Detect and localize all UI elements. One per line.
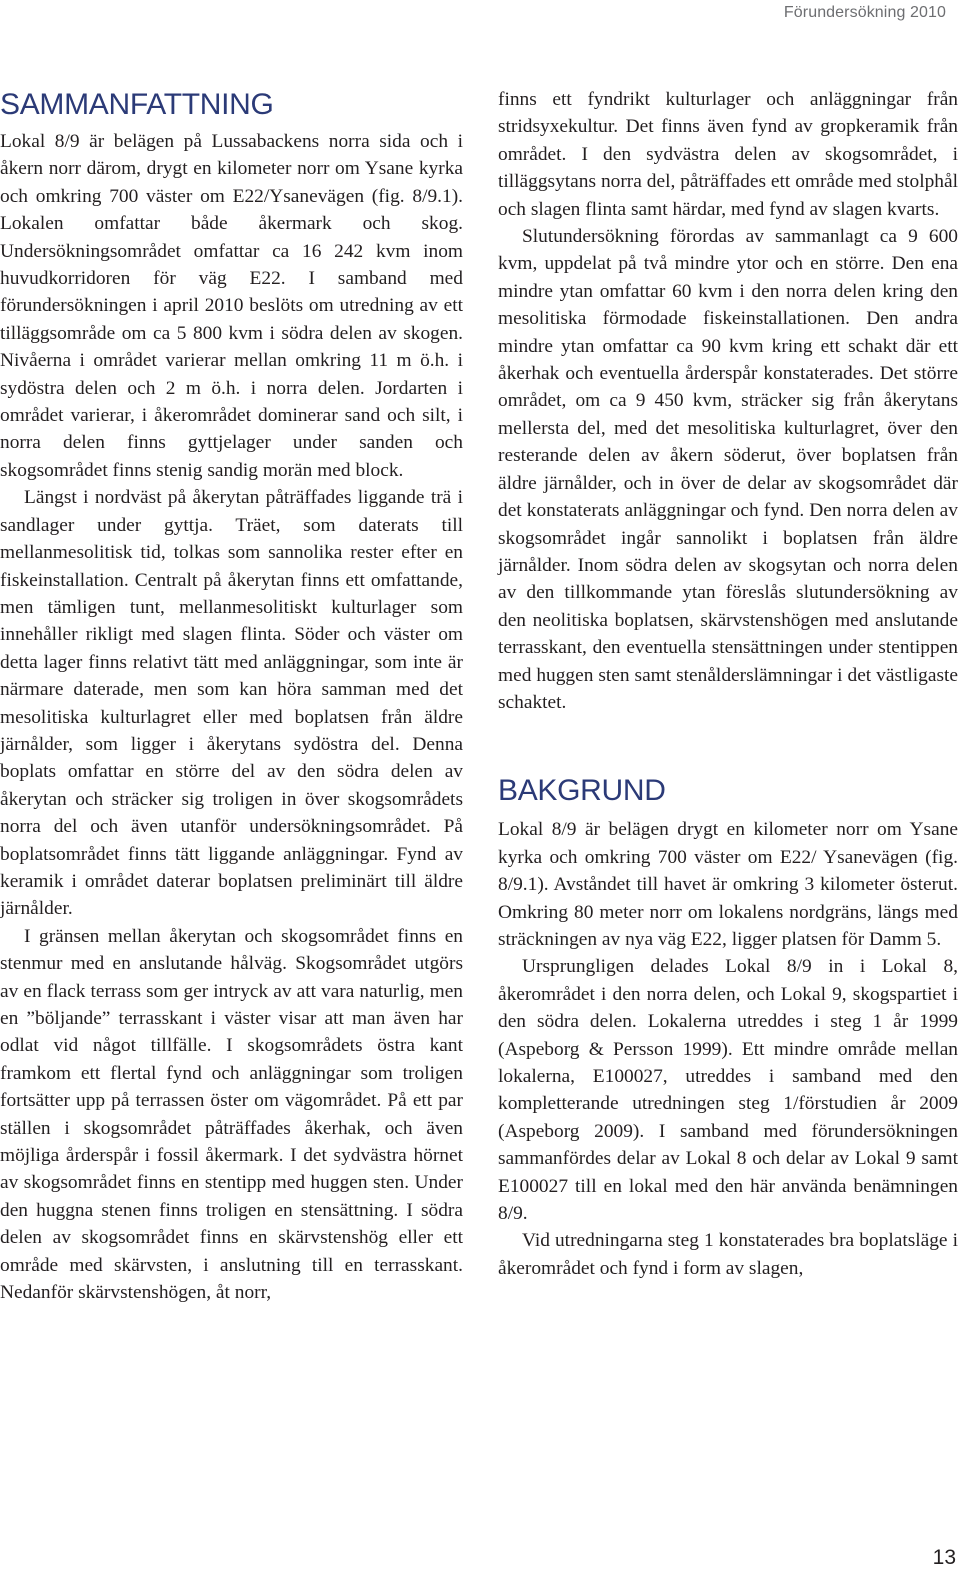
paragraph: Lokal 8/9 är belägen drygt en kilometer norr om Ysane kyrka och omkring 700 väster om E22/ Ysanevägen (fig. 8/9.1). Avståndet till havet är omkring 3 kilometer österut. Omkring 80 meter norr om lokalens nordgräns, längs med sträckningen av nya väg E22, ligger platsen för Damm 5. xyxy=(498,819,958,950)
running-header: Förundersökning 2010 xyxy=(783,4,946,21)
paragraph: Lokal 8/9 är belägen på Lussabackens norra sida och i åkern norr därom, drygt en kilometer norr om Ysane kyrka och omkring 700 väster om E22/Ysanevägen (fig. 8/9.1). Lokalen omfattar både åkermark och skog. Undersökningsområdet omfattar ca 16 242 kvm inom huvudkorridoren för väg E22. I samband med förundersökningen i april 2010 beslöts om utredning av ett tilläggsområde om ca 5 800 kvm i södra delen av skogen. Nivåerna i området varierar mellan omkring 11 m ö.h. i sydöstra delen och 2 m ö.h. i norra delen. Jordarten i området varierar, i åkerområdet dominerar sand och silt, i norra delen finns gyttjelager under sanden och skogsområdet finns stenig sandig morän med block. xyxy=(0,131,463,481)
paragraph: Vid utredningarna steg 1 konstaterades bra boplatsläge i åkerområdet och fynd i form av slagen, xyxy=(498,1230,958,1279)
left-column xyxy=(0,84,463,1306)
right-column xyxy=(498,86,958,1282)
paragraph: Ursprungligen delades Lokal 8/9 in i Lokal 8, åkerområdet i den norra delen, och Lokal 9, skogspartiet i den södra delen. Lokalerna utreddes i steg 1 år 1999 (Aspeborg & Persson 1999). Ett mindre område mellan lokalerna, E100027, utreddes i samband med den kompletterande utredningen steg 1/förstudien år 2009 (Aspeborg 2009). I samband med förundersökningen sammanfördes delar av Lokal 8 och delar av Lokal 9 samt E100027 till en lokal med den här använda benämningen 8/9. xyxy=(498,956,958,1225)
paragraph: Slutundersökning förordas av sammanlagt ca 9 600 kvm, uppdelat på två mindre ytor och en större. Den ena mindre ytan omfattar 60 kvm i den norra delen kring den mesolitiska förmodade fiskeinstallationen. Den andra mindre ytan omfattar ca 90 kvm kring ett schakt där ett åkerhak och eventuella årderspår konstaterades. Det större området, om ca 9 450 kvm, sträcker sig från åkerytans mellersta del, med det mesolitiska kulturlagret, över den resterande delen av åkern söderut, över boplatsen från äldre järnålder, och in över de delar av skogsområdet där det konstaterats anläggningar och fynd. Den norra delen av skogsområdet ingår sannolikt i boplatsen från äldre järnålder. Inom södra delen av skogsytan och norra delen av den tillkommande ytan föreslås slutundersökning av den neolitiska boplatsen, skärvstenshögen med anslutande terrasskant, den eventuella stensättningen under stentippen med huggen sten samt stenålderslämningar i det västligaste schaktet. xyxy=(498,226,958,713)
paragraph: I gränsen mellan åkerytan och skogsområdet finns en stenmur med en anslutande hålväg. Skogsområdet utgörs av en flack terrass som ger intryck av att vara naturlig, men en ”böljande” terrasskant i väster visar att man även har odlat vid något tillfälle. I skogsområdets östra kant framkom ett flertal fynd och anläggningar som troligen fortsätter upp på terrassen öster om vägområdet. På ett par ställen i skogsområdet påträffades åkerhak, och även möjliga årderspår i fossil åkermark. I det sydvästra hörnet av skogsområdet finns en stentipp med huggen sten. Under den huggna stenen finns troligen en stensättning. I södra delen av skogsområdet finns en skärvstenshög eller ett område med skärvsten, i anslutning till en terrasskant. Nedanför skärvstenshögen, åt norr, xyxy=(0,925,463,1304)
heading-sammanfattning: SAMMANFATTNING xyxy=(0,88,274,121)
heading-bakgrund: BAKGRUND xyxy=(498,774,666,808)
paragraph: Längst i nordväst på åkerytan påträffades liggande trä i sandlager under gyttja. Träet, som daterats till mellanmesolitisk tid, tolkas som sannolika rester efter en fiskeinstallation. Centralt på åkerytan finns ett omfattande, men tämligen tunt, mellanmesolitiskt kulturlager som innehåller rikligt med slagen flinta. Söder och väster om detta lager finns relativt tätt med anläggningar, som inte är närmare daterade, men som kan höra samman med det mesolitiska kulturlagret eller med boplatsen från äldre järnålder, som ligger i åkerytans sydöstra del. Denna boplats omfattar en större del av den södra delen av åkerytan och sträcker sig troligen in över skogsområdets norra del och även utanför undersökningsområdet. På boplatsområdet finns tätt liggande anläggningar. Fynd av keramik i området daterar boplatsen preliminärt till äldre järnålder. xyxy=(0,487,463,920)
page-number: 13 xyxy=(932,1546,956,1569)
paragraph: finns ett fyndrikt kulturlager och anläggningar från stridsyxekultur. Det finns även fynd av gropkeramik från området. I den sydvästra delen av skogsområdet, i tilläggsytans norra del, påträffades ett område med stolphål och slagen flinta samt härdar, med fynd av slagen kvarts. xyxy=(498,89,958,220)
